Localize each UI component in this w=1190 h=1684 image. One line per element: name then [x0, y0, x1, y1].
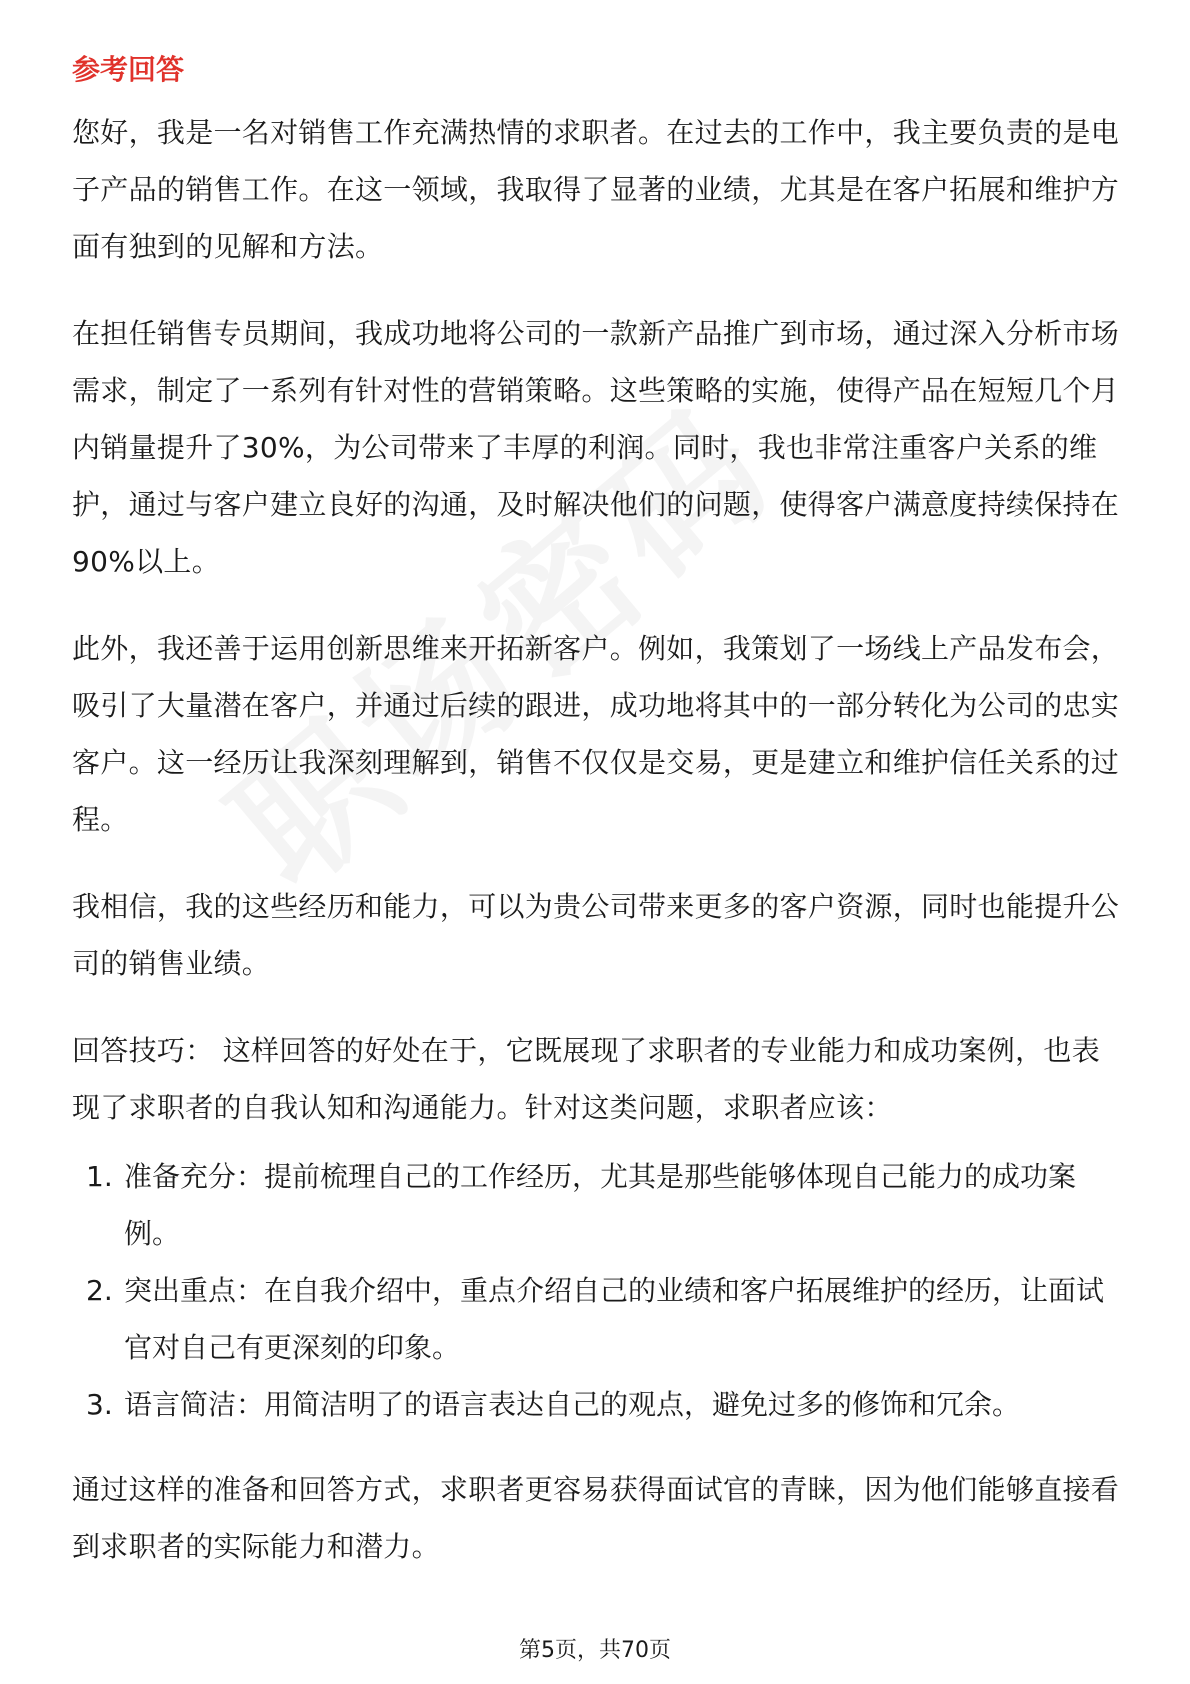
tips-list [72, 1148, 1124, 1433]
document-page [72, 48, 1124, 1605]
list-item [72, 1262, 1124, 1376]
list-number: 3. [86, 1388, 113, 1421]
list-text: 准备充分：提前梳理自己的工作经历，尤其是那些能够体现自己能力的成功案例。 [124, 1160, 1077, 1250]
list-number: 1. [86, 1160, 113, 1193]
list-number: 2. [86, 1274, 113, 1307]
list-item [72, 1148, 1124, 1262]
paragraph-conclusion: 通过这样的准备和回答方式，求职者更容易获得面试官的青睐，因为他们能够直接看到求职者的实际能力和潜力。 [72, 1473, 1120, 1563]
list-item [72, 1376, 1124, 1433]
section-heading: 参考回答 [72, 53, 185, 86]
paragraph-intro: 您好，我是一名对销售工作充满热情的求职者。在过去的工作中，我主要负责的是电子产品的销售工作。在这一领域，我取得了显著的业绩，尤其是在客户拓展和维护方面有独到的见解和方法。 [72, 116, 1120, 263]
paragraph-achievements: 在担任销售专员期间，我成功地将公司的一款新产品推广到市场，通过深入分析市场需求，制定了一系列有针对性的营销策略。这些策略的实施，使得产品在短短几个月内销量提升了30%，为公司带来了丰厚的利润。同时，我也非常注重客户关系的维护，通过与客户建立良好的沟通，及时解决他们的问题，使得客户满意度持续保持在90%以上。 [72, 317, 1120, 578]
list-text: 突出重点：在自我介绍中，重点介绍自己的业绩和客户拓展维护的经历，让面试官对自己有更深刻的印象。 [124, 1274, 1105, 1364]
page-footer: 第5页，共70页 [519, 1638, 671, 1663]
paragraph-closing: 我相信，我的这些经历和能力，可以为贵公司带来更多的客户资源，同时也能提升公司的销售业绩。 [72, 890, 1120, 980]
answer-tips: 回答技巧： 这样回答的好处在于，它既展现了求职者的专业能力和成功案例，也表现了求职者的自我认知和沟通能力。针对这类问题，求职者应该： [72, 1034, 1101, 1124]
paragraph-innovation: 此外，我还善于运用创新思维来开拓新客户。例如，我策划了一场线上产品发布会，吸引了大量潜在客户，并通过后续的跟进，成功地将其中的一部分转化为公司的忠实客户。这一经历让我深刻理解到，销售不仅仅是交易，更是建立和维护信任关系的过程。 [72, 632, 1120, 836]
list-text: 语言简洁：用简洁明了的语言表达自己的观点，避免过多的修饰和冗余。 [124, 1388, 1021, 1421]
